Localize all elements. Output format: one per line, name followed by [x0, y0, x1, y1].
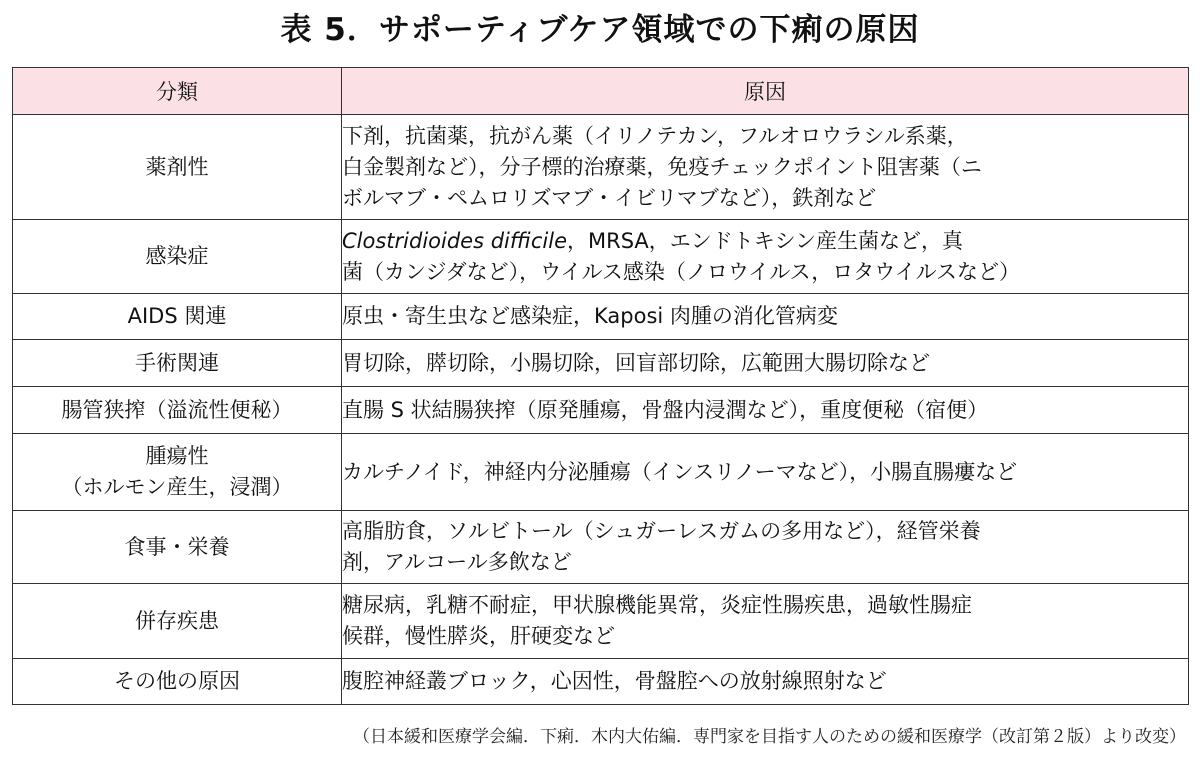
cause-text: 剤，アルコール多飲など	[342, 550, 572, 574]
cause-text: 腹腔神経叢ブロック，心因性，骨盤腔への放射線照射など	[342, 669, 887, 693]
table-row	[13, 220, 1189, 294]
cause-text: 原虫・寄生虫など感染症，Kaposi 肉腫の消化管病変	[342, 304, 838, 328]
category-text: 腸管狭搾（溢流性便秘）	[61, 397, 293, 422]
table-row	[13, 387, 1189, 434]
category-cell	[13, 387, 342, 434]
category-cell	[13, 220, 342, 294]
category-cell	[13, 584, 342, 659]
cause-cell	[342, 387, 1189, 434]
cause-text: カルチノイド，神経内分泌腫瘍（インスリノーマなど），小腸直腸瘻など	[342, 459, 1018, 484]
table-row	[13, 340, 1189, 387]
header-cause: 原因	[342, 68, 1189, 115]
header-category: 分類	[13, 68, 342, 115]
cause-text: 菌（カンジダなど），ウイルス感染（ノロウイルス，ロタウイルスなど）	[342, 259, 1020, 284]
category-text: AIDS 関連	[127, 304, 227, 328]
category-text: 食事・栄養	[124, 534, 230, 559]
cause-text: 候群，慢性膵炎，肝硬変など	[342, 624, 615, 648]
cause-cell	[342, 294, 1189, 340]
table-row	[13, 659, 1189, 705]
cause-text: 直腸 S 状結腸狭搾（原発腫瘍，骨盤内浸潤など），重度便秘（宿便）	[342, 397, 989, 422]
cause-cell	[342, 584, 1189, 659]
cause-cell	[342, 220, 1189, 294]
category-text: 薬剤性	[145, 154, 209, 179]
cause-text: 胃切除，膵切除，小腸切除，回盲部切除，広範囲大腸切除など	[342, 350, 930, 375]
cause-text: ，MRSA，エンドトキシン産生菌など，真	[567, 228, 964, 253]
table-row	[13, 115, 1189, 220]
category-cell	[13, 434, 342, 511]
cause-text: 白金製剤など），分子標的治療薬，免疫チェックポイント阻害薬（ニ	[342, 154, 982, 179]
category-text: 感染症	[145, 244, 209, 268]
cause-cell	[342, 434, 1189, 511]
category-text: 併存疾患	[135, 608, 219, 633]
cause-cell	[342, 115, 1189, 220]
cause-text: 下剤，抗菌薬，抗がん薬（イリノテカン，フルオロウラシル系薬，	[342, 123, 968, 148]
cause-cell	[342, 340, 1189, 387]
cause-text: ボルマブ・ペムロリズマブ・イビリマブなど），鉄剤など	[342, 185, 877, 210]
category-cell	[13, 511, 342, 584]
category-cell	[13, 340, 342, 387]
category-cell	[13, 659, 342, 705]
category-text: 手術関連	[135, 350, 219, 375]
cause-text-line	[342, 226, 1188, 257]
organism-name: Clostridioides difficile	[342, 228, 567, 253]
table-row	[13, 294, 1189, 340]
cause-text: 高脂肪食，ソルビトール（シュガーレスガムの多用など），経管栄養	[342, 519, 981, 543]
category-text: （ホルモン産生，浸潤）	[61, 475, 293, 499]
category-cell	[13, 115, 342, 220]
table-title: 表 5．サポーティブケア領域での下痢の原因	[280, 12, 920, 48]
table-header-row	[13, 68, 1189, 115]
diarrhea-causes-table	[12, 67, 1189, 705]
category-text: その他の原因	[114, 669, 240, 693]
cause-cell	[342, 659, 1189, 705]
table-row	[13, 511, 1189, 584]
cause-text: 糖尿病，乳糖不耐症，甲状腺機能異常，炎症性腸疾患，過敏性腸症	[342, 593, 972, 617]
table-row	[13, 584, 1189, 659]
category-cell	[13, 294, 342, 340]
category-text: 腫瘍性	[145, 444, 209, 468]
table-row	[13, 434, 1189, 511]
source-citation: （日本緩和医療学会編．下痢．木内大佑編．専門家を目指す人のための緩和医療学（改訂第２版）より改変）	[353, 727, 1186, 747]
cause-cell	[342, 511, 1189, 584]
